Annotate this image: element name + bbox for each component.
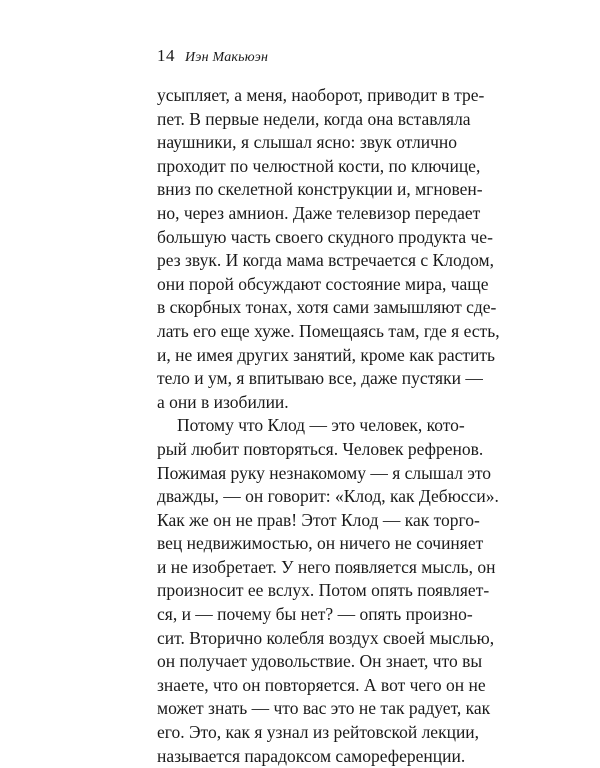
text-line: дважды, — он говорит: «Клод, как Дебюсси». [157, 486, 499, 507]
text-line: пет. В первые недели, когда она вставляла [157, 108, 471, 129]
text-line: а они в изобилии. [157, 391, 289, 412]
body-text [157, 84, 500, 768]
text-line: большую часть своего скудного продукта че- [157, 226, 493, 247]
text-line: сит. Вторично колебля воздух своей мыслью, [157, 627, 495, 648]
text-line: называется парадоксом самореференции. [157, 745, 466, 766]
text-line: в скорбных тонах, хотя сами замышляют сде- [157, 297, 497, 318]
text-line: рый любит повторяться. Человек рефренов. [157, 438, 484, 459]
paragraph-1 [157, 84, 500, 414]
text-line: его. Это, как я узнал из рейтовской лекции, [157, 722, 480, 743]
text-line: но, через амнион. Даже телевизор передает [157, 202, 481, 223]
text-line: и, не имея других занятий, кроме как растить [157, 344, 496, 365]
text-line: произносит ее вслух. Потом опять появляет- [157, 580, 490, 601]
text-line: Как же он не прав! Этот Клод — как торго- [157, 509, 480, 530]
text-line: они порой обсуждают состояние мира, чаще [157, 273, 489, 294]
text-line: вец недвижимостью, он ничего не сочиняет [157, 533, 484, 554]
text-line: ся, и — почему бы нет? — опять произно- [157, 604, 473, 625]
text-line: знаете, что он повторяется. А вот чего он не [157, 674, 486, 695]
text-line: усыпляет, а меня, наоборот, приводит в тре- [157, 85, 485, 105]
paragraph-2 [157, 414, 499, 768]
text-line: тело и ум, я впитываю все, даже пустяки — [157, 368, 483, 389]
author-name: Иэн Макьюэн [185, 50, 269, 65]
text-line: Пожимая руку незнакомому — я слышал это [157, 462, 492, 483]
text-line: наушники, я слышал ясно: звук отлично [157, 132, 457, 153]
text-line: вниз по скелетной конструкции и, мгновен- [157, 179, 483, 200]
text-line: Потому что Клод — это человек, кото- [177, 415, 465, 436]
text-line: он получает удовольствие. Он знает, что вы [157, 651, 483, 672]
text-line: проходит по челюстной кости, по ключице, [157, 155, 481, 176]
text-line: лать его еще хуже. Помещаясь там, где я есть, [157, 320, 500, 341]
text-line: и не изобретает. У него появляется мысль, он [157, 556, 496, 577]
text-line: может знать — что вас это не так радует, как [157, 698, 491, 719]
page-number: 14 [157, 46, 175, 65]
running-head [157, 47, 268, 67]
text-line: рез звук. И когда мама встречается с Клодом, [157, 250, 494, 271]
